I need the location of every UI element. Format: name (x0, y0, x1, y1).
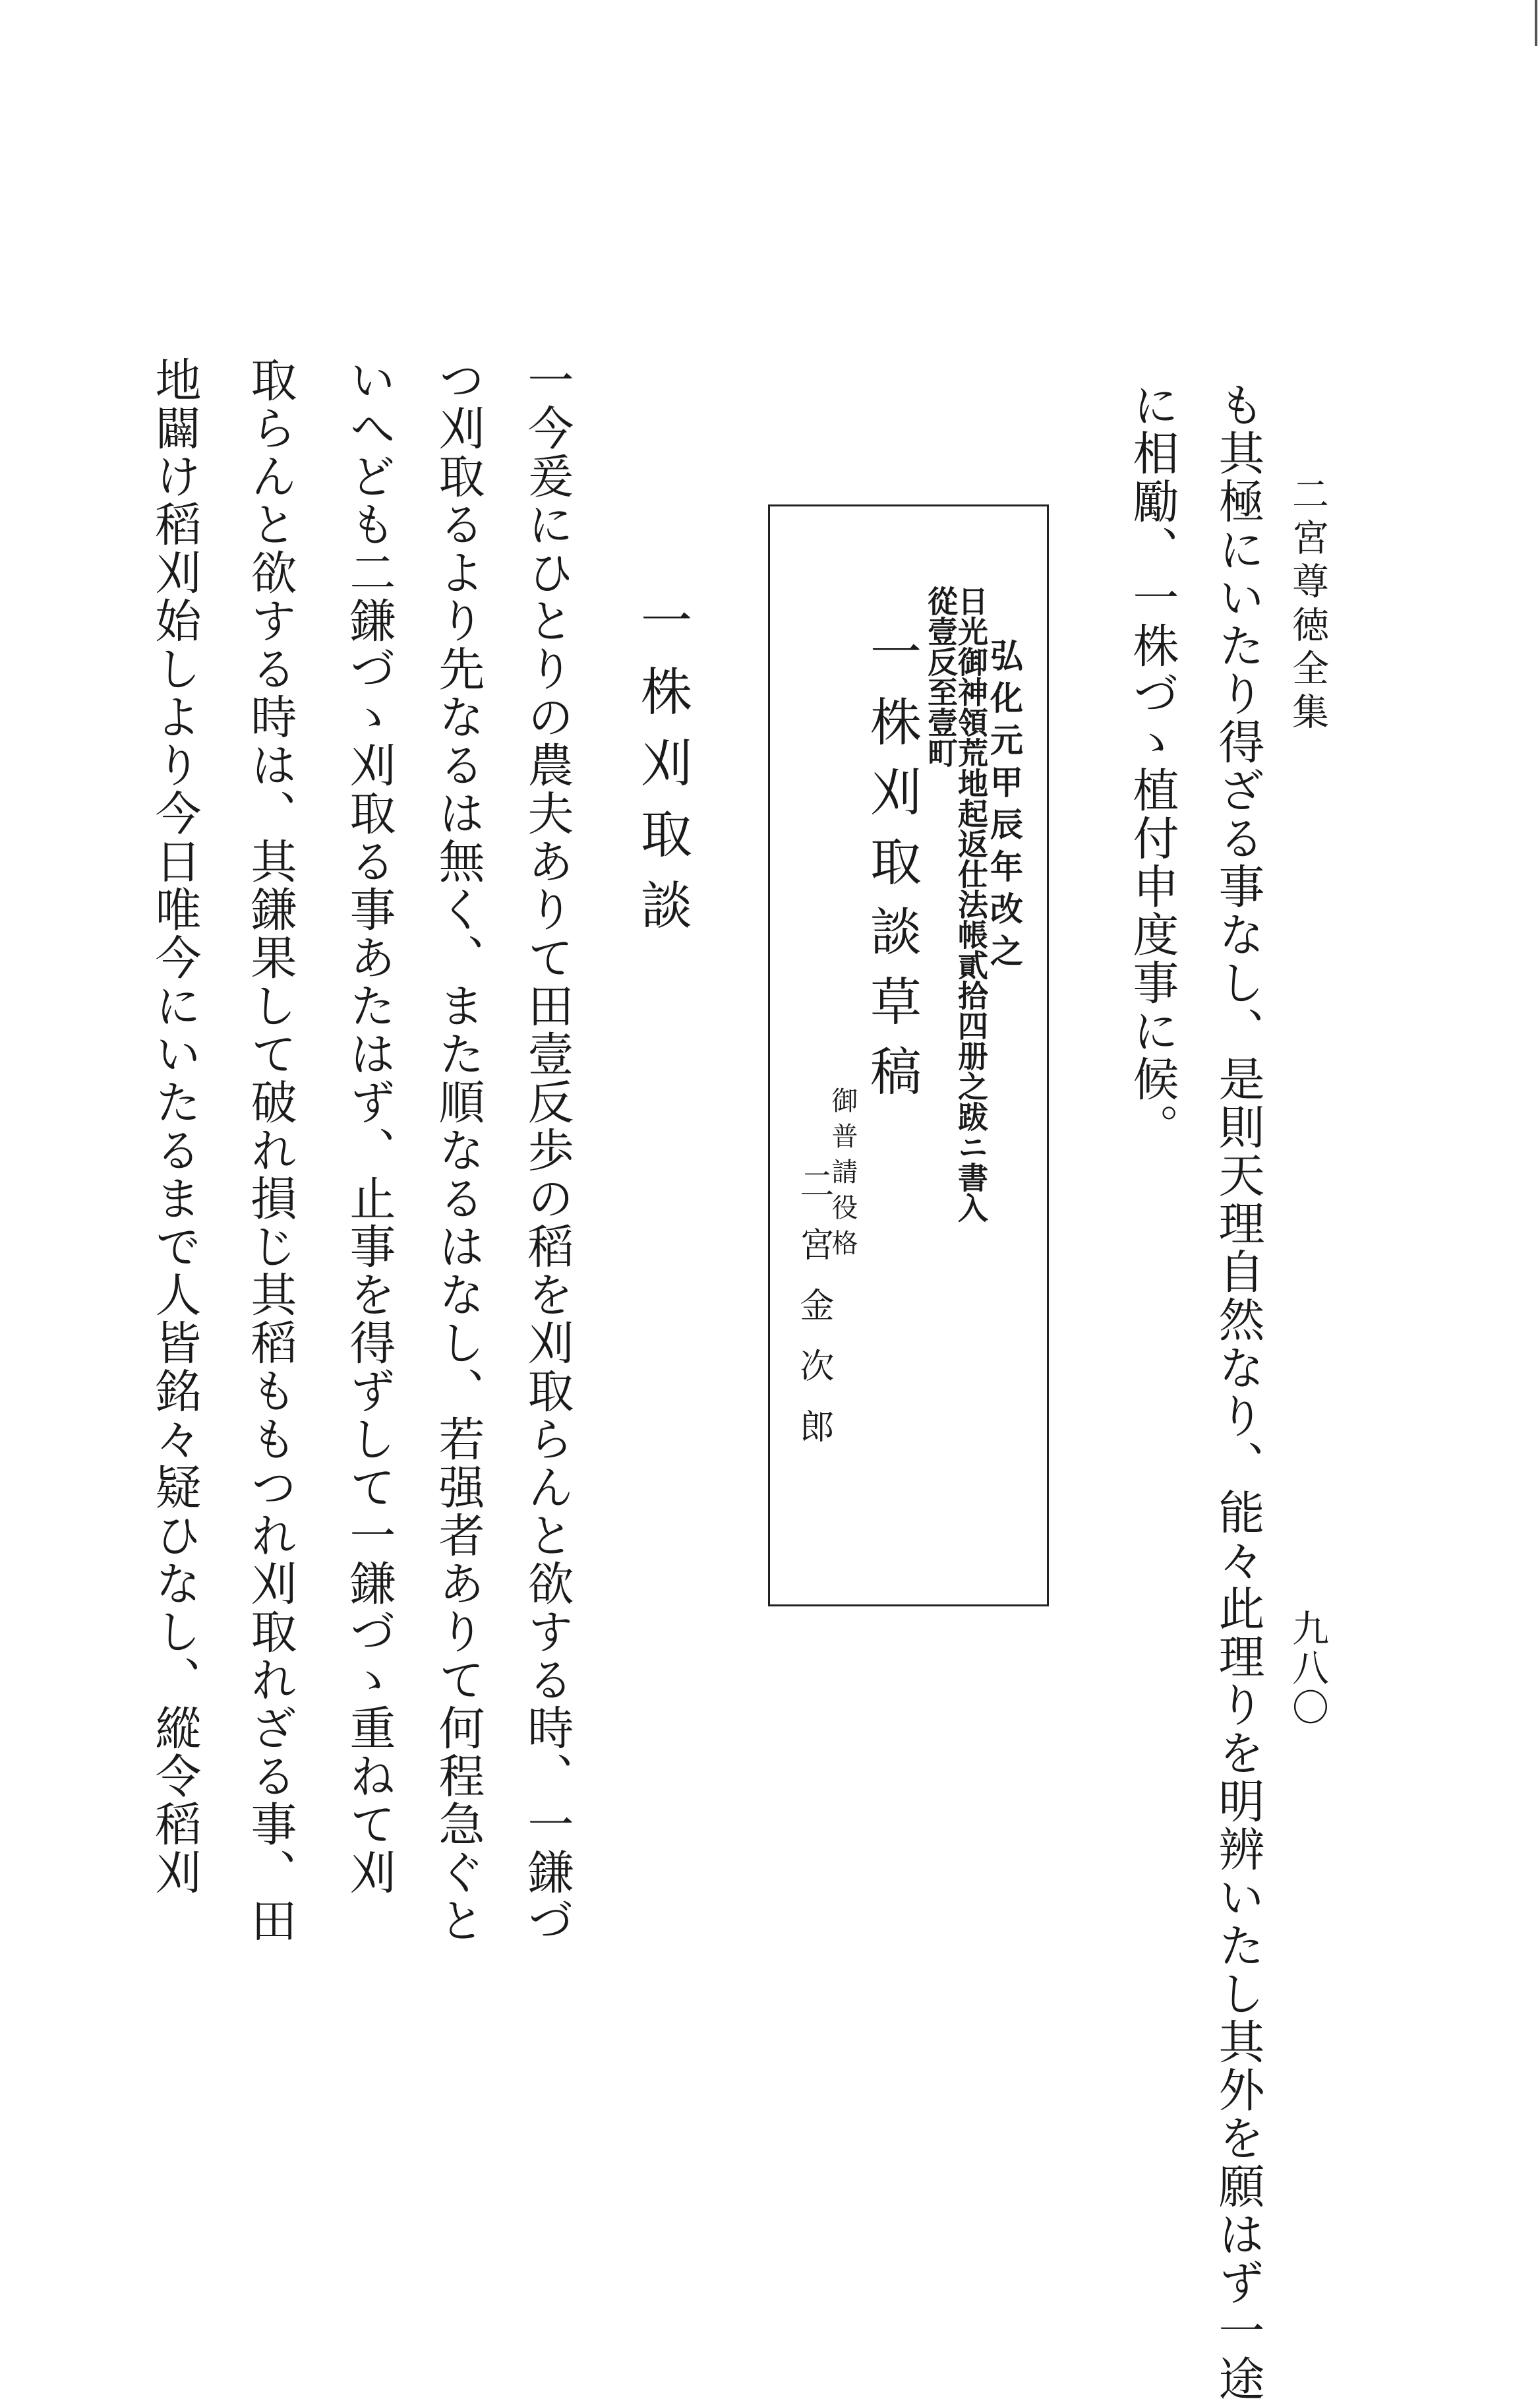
title-box-era: 弘化元甲辰年改之 (985, 638, 1024, 976)
page-number: 九八〇 (1286, 1609, 1329, 1728)
author-name: 二宮金次郎 (794, 1166, 833, 1469)
running-title: 二宮尊徳全集 (1286, 475, 1329, 736)
author-role: 御普請役格 (827, 1087, 858, 1265)
body-line-4: 取らんと欲する時は、其鎌果して破れ損じ其稻ももつれ刈取れざる事、田 (243, 356, 297, 1945)
document-title: 一株刈取談草稿 (862, 625, 921, 1114)
section-heading: 一株刈取談 (632, 593, 692, 950)
title-box-source-line-2: 從壹反至壹町 (923, 586, 959, 768)
title-box (768, 504, 1049, 1606)
body-line-5: 地闢け稻刈始しより今日唯今にいたるまで人皆銘々疑ひなし、縱令稻刈 (148, 356, 202, 1897)
continuation-line-1: も其極にいたり得ざる事なし、是則天理自然なり、能々此理りを明辨いたし其外を願はず一途 (1211, 381, 1265, 2403)
body-line-2: つ刈取るより先なるは無く、また順なるはなし、若强者ありて何程急ぐと (431, 356, 485, 1945)
page-edge-mark (1535, 0, 1537, 46)
body-line-3: いへども二鎌づゝ刈取る事あたはず、止事を得ずして一鎌づゝ重ねて刈 (342, 356, 396, 1897)
title-box-source-line-1: 日光御神領荒地起返仕法帳貳拾四册之跋ニ書入 (953, 586, 989, 1223)
continuation-line-2: に相勵、一株づゝ植付申度事に候。 (1125, 381, 1179, 1151)
body-line-1: 一今爰にひとりの農夫ありて田壹反歩の稻を刈取らんと欲する時、一鎌づ (520, 356, 574, 1945)
